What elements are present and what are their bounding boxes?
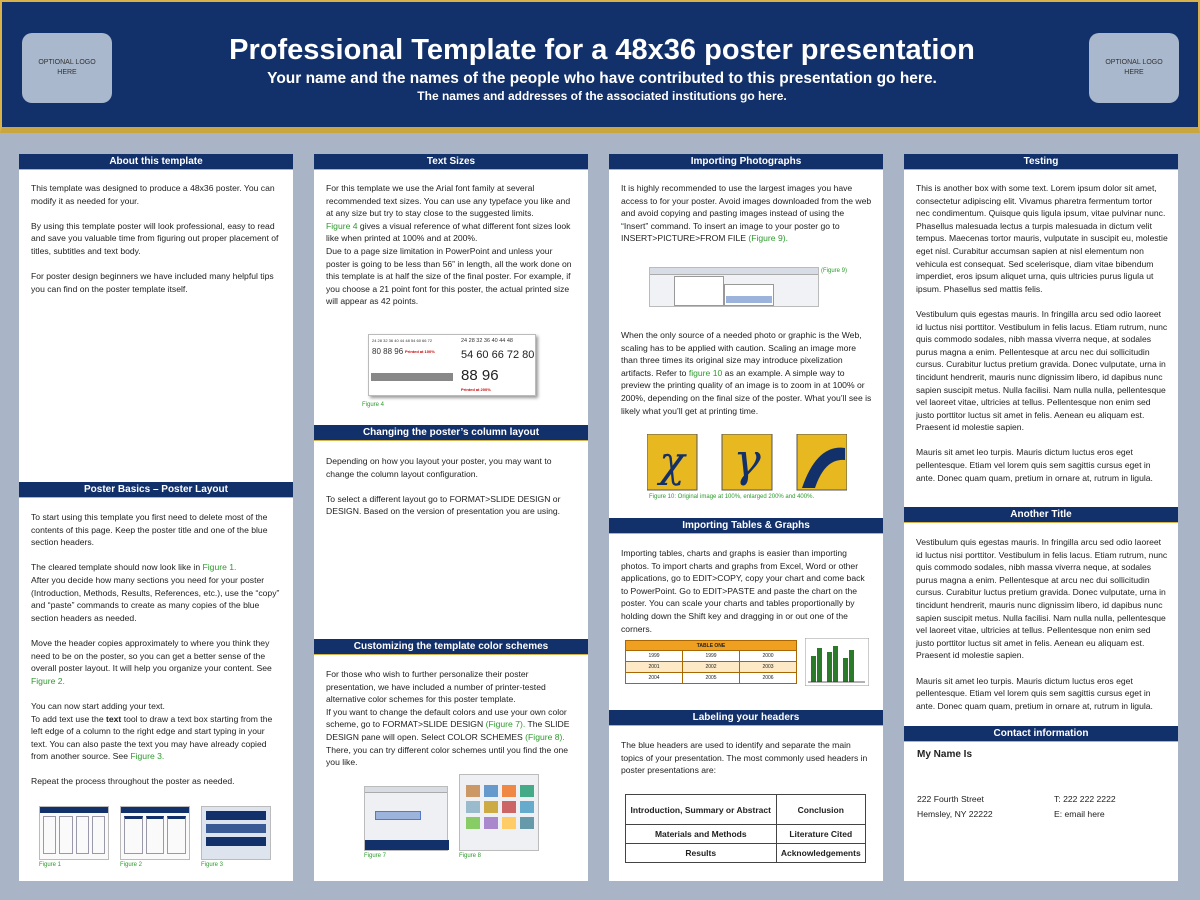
layout-paragraph: Depending on how you layout your poster, you may want to change the column layout configuration. — [326, 456, 552, 479]
figure-2-caption: Figure 2 — [120, 862, 143, 868]
text-run: If you want to change the default colors and use your own color scheme, go to FORMAT>SLIDE DESIGN — [326, 706, 567, 730]
figure-ref: Figure 2. — [31, 675, 65, 686]
table-cell: 2002 — [683, 662, 740, 673]
header-label-cell: Introduction, Summary or Abstract — [626, 795, 777, 825]
photographs-text-2 — [621, 329, 873, 430]
text-run: as an example. A simple way to preview the printing quality of an image is to zoom in at 100% or 200%, depending on the final size of the poster. What you’ll see is likely what you’ll get at printing time. — [621, 367, 872, 416]
figure-10-caption: Figure 10: Original image at 100%, enlarged 200% and 400%. — [649, 494, 815, 500]
text-run: For this template we use the Arial font family at several recommended text sizes. You can use any typeface you like and at any size but try to stay close to the suggested limits. — [326, 183, 571, 219]
sample-bar-graph — [805, 638, 869, 686]
figure-10-pixelization-images — [647, 434, 847, 492]
tables-text — [621, 547, 873, 648]
figure-1-caption: Figure 1 — [39, 862, 62, 868]
text-run-bold: text — [106, 713, 122, 724]
about-paragraph: For poster design beginners we have included many helpful tips you can find on the poster template itself. — [31, 271, 274, 294]
testing-text — [916, 182, 1168, 497]
column-2 — [314, 154, 588, 881]
figure-ref: (Figure 7). — [485, 719, 526, 730]
svg-text:γ: γ — [733, 434, 761, 487]
section-header-about: About this template — [19, 154, 293, 170]
figure-ref: (Figure 9). — [748, 233, 788, 244]
figure-ref: Figure 3. — [130, 751, 165, 762]
table-cell: 2004 — [626, 673, 683, 684]
poster-title: Professional Template for a 48x36 poster presentation — [229, 34, 975, 66]
table-row — [626, 662, 797, 673]
svg-text:χ: χ — [659, 437, 685, 486]
section-header-tables-graphs: Importing Tables & Graphs — [609, 518, 883, 534]
table-cell: 1999 — [626, 651, 683, 662]
figure-7-format-menu — [364, 786, 448, 851]
table-row — [626, 825, 866, 844]
figure-7-caption: Figure 7 — [364, 853, 387, 859]
section-header-labeling: Labeling your headers — [609, 710, 883, 726]
ruler-large-sizes-1: 24 28 32 36 40 44 48 — [461, 338, 513, 344]
another-paragraph: Vestibulum quis egestas mauris. In fringilla arcu sed odio laoreet id luctus nisi porttitor. Vestibulum in felis lacus. Etiam rutrum, nunc quis commodo sodales, nibh massa viverra neque, at sodales purus magna a enim. Pellentesque at arcu nec dui sollicitudin cursus. Curabitur luctus pretium gravida. Donec vulputate, urna in tincidunt hendrerit, mauris nunc dignissim libero, id dapibus nunc sapien suscipit metus. Nulla facilisi. Nam nulla nulla, pellentesque vel laoreet vitae, ultricies at tellus. Pellentesque non enim sed justo porttitor luctus sit amet in felis. Aenean eu aliquam est. Praesent id molestie sapien. — [916, 537, 1168, 661]
basics-text — [31, 511, 283, 801]
text-run: The SLIDE DESIGN pane will open. Select COLOR SCHEMES — [326, 719, 570, 742]
text-run: It is highly recommended to use the largest images you have access to for your poster. Avoid images downloaded from the web and avoid copying and pasting images instead of using the “Insert” command. To insert an image to your poster go to INSERT>PICTURE>FROM FILE — [621, 183, 872, 244]
contact-city: Hemsley, NY 22222 — [917, 809, 993, 819]
figure-9-caption: (Figure 9) — [821, 268, 848, 274]
figure-ref: Figure 4 — [326, 220, 358, 231]
text-run: You can now start adding your text. — [31, 700, 165, 711]
about-paragraph: This template was designed to produce a 48x36 poster. You can modify it as needed for your. — [31, 183, 275, 206]
table-cell: 2000 — [740, 651, 797, 662]
another-title-text — [916, 536, 1168, 725]
section-header-testing: Testing — [904, 154, 1178, 170]
logo-placeholder-left: OPTIONAL LOGO HERE — [22, 33, 112, 103]
section-header-contact: Contact information — [904, 726, 1178, 742]
basics-paragraph: Repeat the process throughout the poster as needed. — [31, 776, 235, 787]
figure-4-caption: Figure 4 — [362, 402, 385, 408]
column-1 — [19, 154, 293, 881]
basics-paragraph — [31, 700, 283, 763]
text-run: gives a visual reference of what different font sizes look like when printed at 100% and at 200%. — [326, 220, 571, 244]
photo-paragraph — [621, 329, 873, 417]
basics-paragraph — [31, 561, 283, 624]
table-cell: 2001 — [626, 662, 683, 673]
text-run: Move the header copies approximately to where you think they need to be on the poster, so you can get a better sense of the overall poster layout. It will help you organize your content. See — [31, 637, 272, 674]
table-row — [626, 673, 797, 684]
section-header-basics: Poster Basics – Poster Layout — [19, 482, 293, 498]
figure-9-insert-menu — [649, 267, 819, 307]
testing-paragraph: Mauris sit amet leo turpis. Mauris dictum luctus eros eget pellentesque. Etiam vel lorem quis sem sagittis cursus eget in ante. Donec quam quam, pretium in ornare at, rutrum in ligula. — [916, 447, 1153, 483]
header-label-cell: Materials and Methods — [626, 825, 777, 844]
contact-phone: T: 222 222 2222 — [1054, 794, 1116, 804]
header-label-cell: Conclusion — [776, 795, 865, 825]
figure-ref: figure 10 — [688, 367, 723, 378]
printed-200-label: Printed at 200% — [461, 387, 491, 392]
ruler-large-sizes-3: 88 96 — [461, 367, 499, 384]
text-run: When the only source of a needed photo or graphic is the Web, scaling has to be applied with caution. Scaling an image more than three times its original size may introduce pixelization artifacts. Refer to — [621, 330, 862, 378]
ruler-large-sizes-2: 54 60 66 72 80 — [461, 349, 535, 361]
contact-street: 222 Fourth Street — [917, 794, 984, 804]
poster-header — [0, 0, 1200, 133]
colors-paragraph — [326, 668, 578, 769]
table-cell: 2005 — [683, 673, 740, 684]
text-run: There, you can try different color schemes until you find the one you like. — [326, 744, 569, 768]
figure-ref: (Figure 8). — [525, 731, 565, 742]
ruler-small-sizes: 24 28 32 36 40 44 48 54 60 66 72 — [372, 338, 433, 343]
text-run: After you decide how many sections you need for your poster (Introduction, Methods, Results, References, etc.), use the “copy” and “paste” commands to create as many copies of the blue section headers as needed. — [31, 574, 280, 623]
text-sizes-text — [326, 182, 578, 308]
table-cell: 1999 — [683, 651, 740, 662]
column-4 — [904, 154, 1178, 881]
printed-100-label: Printed at 100% — [405, 349, 435, 354]
section-header-photographs: Importing Photographs — [609, 154, 883, 170]
sizes-paragraph — [326, 182, 578, 308]
text-run: The cleared template should now look like in — [31, 562, 203, 573]
section-header-color-schemes: Customizing the template color schemes — [314, 639, 588, 655]
column-3 — [609, 154, 883, 881]
header-labels-table — [625, 794, 866, 863]
text-run: tool to draw a text box starting from the left edge of a column to the right edge and start typing in your text. You can also paste the text you may have already copied from another source. See — [31, 713, 273, 762]
table-row — [626, 844, 866, 863]
testing-paragraph: This is another box with some text. Lorem ipsum dolor sit amet, consectetur adipiscing elit. Vivamus pharetra fermentum tortor nec condimentum. Quisque quis ligula ipsum, vitae pulvinar nunc. Phasellus malesuada lectus a turpis malesuada in dictum velit tempus. Maecenas tortor mauris, vulputate in suscipit eu, molestie eget nisl. Curabitur accumsan sapien at nisl elementum non vehicula est consequat. Sed scelerisque, diam vitae bibendum imperdiet, eros ipsum aliquet urna, quis ultricies purus ligula ut ipsum. Phasellus sed mattis felis. — [916, 183, 1168, 294]
color-schemes-text — [326, 668, 578, 781]
figure-8-color-schemes-pane — [459, 774, 539, 851]
sample-table-body — [626, 651, 797, 684]
ruler-bar — [371, 373, 453, 381]
figure-3-caption: Figure 3 — [201, 862, 224, 868]
header-label-cell: Results — [626, 844, 777, 863]
figure-2-thumbnail — [120, 806, 190, 860]
section-header-column-layout: Changing the poster’s column layout — [314, 425, 588, 441]
font-size-ruler-figure — [368, 334, 536, 396]
contact-email: E: email here — [1054, 809, 1105, 819]
text-run: Due to a page size limitation in PowerPoint and unless your poster is going to be less than 56” in length, all the work done on this template is at half the size of the final poster. For example, if you choose a 21 point font for this poster, the actual printed size will appear as 42 points. — [326, 245, 572, 307]
contact-name: My Name Is — [917, 749, 973, 760]
figure-1-thumbnail — [39, 806, 109, 860]
figure-3-thumbnail — [201, 806, 271, 860]
header-label-cell: Literature Cited — [776, 825, 865, 844]
basics-paragraph — [31, 637, 283, 687]
text-run: To add text use the — [31, 713, 107, 724]
figure-ref: Figure 1. — [202, 562, 237, 573]
table-title: TABLE ONE — [626, 641, 797, 651]
labeling-paragraph: The blue headers are used to identify and separate the main topics of your presentation. The most commonly used headers in poster presentations are: — [621, 740, 868, 776]
another-paragraph: Mauris sit amet leo turpis. Mauris dictum luctus eros eget pellentesque. Etiam vel lorem quis sem sagittis cursus eget in ante. Donec quam quam, pretium in ornare at, rutrum in ligula. — [916, 675, 1153, 711]
logo-placeholder-right: OPTIONAL LOGO HERE — [1089, 33, 1179, 103]
table-cell: 2003 — [740, 662, 797, 673]
section-header-another-title: Another Title — [904, 507, 1178, 523]
section-header-text-sizes: Text Sizes — [314, 154, 588, 170]
sample-table — [625, 640, 797, 684]
header-labels-body — [626, 795, 866, 863]
about-paragraph: By using this template poster will look professional, easy to read and save you valuable time from figuring out proper placement of titles, subtitles and text body. — [31, 220, 279, 256]
about-text — [31, 182, 283, 308]
header-label-cell: Acknowledgements — [776, 844, 865, 863]
table-row — [626, 651, 797, 662]
photo-paragraph — [621, 182, 873, 245]
table-row — [626, 795, 866, 825]
layout-paragraph: To select a different layout go to FORMAT>SLIDE DESIGN or DESIGN. Based on the version of presentation you are using. — [326, 493, 561, 517]
text-run: For those who wish to further personalize their poster presentation, we have included a number of printer-tested alternative color schemes for this poster template. — [326, 669, 546, 705]
testing-paragraph: Vestibulum quis egestas mauris. In fringilla arcu sed odio laoreet id luctus nisi porttitor. Vestibulum in felis lacus. Etiam rutrum, nunc quis commodo sodales, nibh massa viverra neque, at sodales purus magna a enim. Pellentesque at arcu nec dui sollicitudin cursus. Curabitur luctus pretium gravida. Donec vulputate, urna in tincidunt hendrerit, mauris nunc dignissim libero, id dapibus nunc sapien suscipit metus. Nulla facilisi. Nam nulla nulla, pellentesque vel laoreet vitae, ultricies at tellus. Pellentesque non enim sed justo porttitor luctus sit amet in felis. Aenean eu aliquam est. Praesent id molestie sapien. — [916, 308, 1168, 433]
poster-institutions: The names and addresses of the associated institutions go here. — [417, 89, 787, 103]
ruler-small-sizes-2: 80 88 96 — [372, 347, 404, 356]
column-layout-text — [326, 455, 578, 531]
labeling-text — [621, 739, 873, 789]
basics-paragraph: To start using this template you first need to delete most of the contents of this page. Keep the poster title and one of the blue section headers. — [31, 512, 268, 548]
poster-authors: Your name and the names of the people who have contributed to this presentation go here. — [267, 70, 937, 87]
table-cell: 2006 — [740, 673, 797, 684]
figure-8-caption: Figure 8 — [459, 853, 482, 859]
tables-paragraph: Importing tables, charts and graphs is easier than importing photos. To import charts and graphs from Excel, Word or other applications, go to EDIT>COPY, copy your chart and come back to PowerPoint. Go to EDIT>PASTE and paste the chart on the poster. You can scale your charts and tables proportionally by holding down the Shift key and dragging in or out one of the corners. — [621, 548, 865, 634]
photographs-text — [621, 182, 873, 258]
